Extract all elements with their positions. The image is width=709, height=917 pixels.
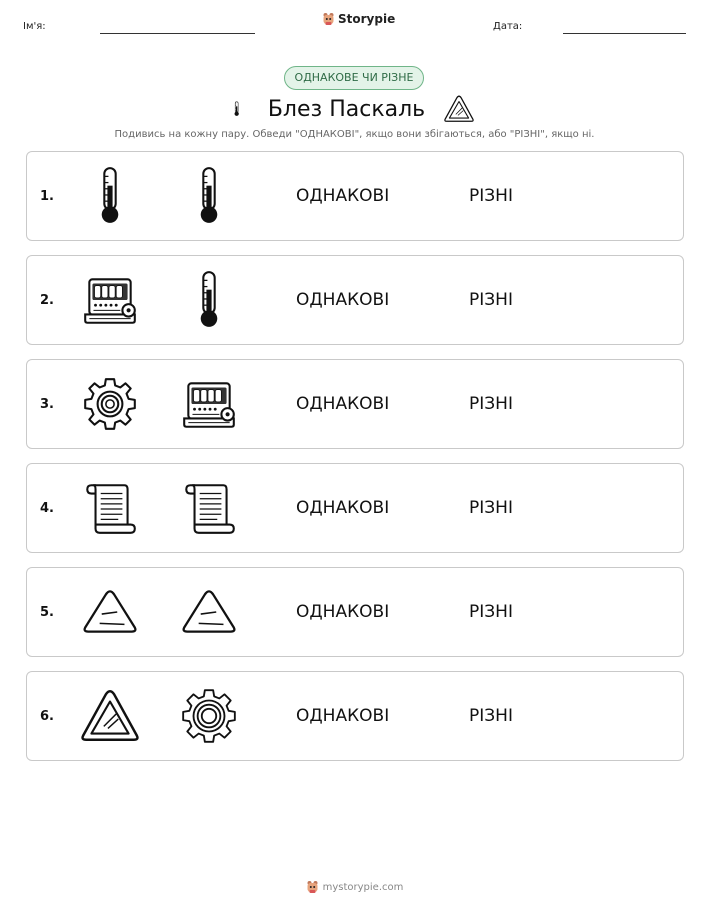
title-row — [0, 92, 709, 126]
different-option[interactable]: РІЗНІ — [469, 498, 513, 518]
brand-name: Storypie — [338, 12, 396, 26]
gear-icon — [178, 685, 240, 747]
date-field[interactable] — [563, 33, 686, 34]
triangle-icon — [178, 581, 240, 643]
different-option[interactable]: РІЗНІ — [469, 186, 513, 206]
date-label: Дата: — [493, 21, 523, 32]
different-option[interactable]: РІЗНІ — [469, 706, 513, 726]
pair-row-6 — [26, 671, 684, 761]
brand-logo — [322, 12, 395, 26]
pair-row-2 — [26, 255, 684, 345]
same-option[interactable]: ОДНАКОВІ — [296, 290, 390, 310]
row-number: 6. — [40, 708, 54, 724]
row-number: 1. — [40, 188, 54, 204]
same-option[interactable]: ОДНАКОВІ — [296, 602, 390, 622]
warning-triangle-icon — [79, 685, 141, 747]
same-option[interactable]: ОДНАКОВІ — [296, 498, 390, 518]
calculator-icon — [79, 269, 141, 331]
triangle-icon — [79, 581, 141, 643]
worksheet-type-badge: ОДНАКОВЕ ЧИ РІЗНЕ — [284, 66, 424, 90]
scroll-icon — [79, 477, 141, 539]
footer-url: mystorypie.com — [322, 881, 404, 893]
pair-row-4 — [26, 463, 684, 553]
thermometer-icon — [79, 165, 141, 227]
different-option[interactable]: РІЗНІ — [469, 290, 513, 310]
row-number: 3. — [40, 396, 54, 412]
same-option[interactable]: ОДНАКОВІ — [296, 394, 390, 414]
calculator-icon — [178, 373, 240, 435]
row-number: 2. — [40, 292, 54, 308]
thermometer-icon — [234, 92, 250, 126]
name-label: Ім'я: — [23, 21, 46, 32]
footer — [0, 880, 709, 894]
same-option[interactable]: ОДНАКОВІ — [296, 706, 390, 726]
name-field[interactable] — [100, 33, 255, 34]
pair-row-5 — [26, 567, 684, 657]
different-option[interactable]: РІЗНІ — [469, 602, 513, 622]
storypie-mascot-icon — [322, 12, 335, 26]
row-number: 4. — [40, 500, 54, 516]
same-option[interactable]: ОДНАКОВІ — [296, 186, 390, 206]
pair-row-3 — [26, 359, 684, 449]
different-option[interactable]: РІЗНІ — [469, 394, 513, 414]
thermometer-icon — [178, 269, 240, 331]
gear-icon — [79, 373, 141, 435]
instructions: Подивись на кожну пару. Обведи "ОДНАКОВІ", якщо вони збігаються, або "РІЗНІ", якщо ні. — [114, 129, 595, 140]
pair-row-1 — [26, 151, 684, 241]
row-number: 5. — [40, 604, 54, 620]
triangle-icon — [443, 93, 475, 125]
storypie-mascot-icon — [306, 880, 319, 894]
scroll-icon — [178, 477, 240, 539]
thermometer-icon — [178, 165, 240, 227]
page-title: Блез Паскаль — [267, 96, 426, 122]
